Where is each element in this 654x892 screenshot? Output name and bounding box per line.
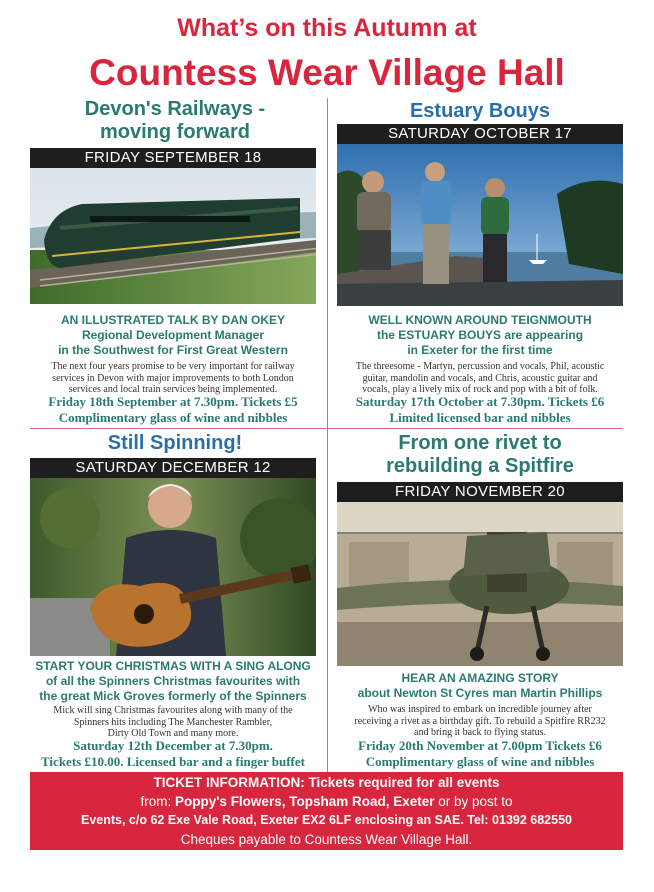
railways-when-line1: Friday 18th September at 7.30pm. Tickets £5 xyxy=(48,394,298,409)
railways-desc-line1: The next four years promise to be very important for railway xyxy=(51,361,295,372)
poster-title-line1: What’s on this Autumn at xyxy=(177,14,477,42)
spitfire-desc-line2: receiving a rivet as a birthday gift. To rebuild a Spitfire RR232 xyxy=(354,715,606,727)
estuary-title: Estuary Bouys xyxy=(409,100,551,122)
railways-date-bar: FRIDAY SEPTEMBER 18 xyxy=(30,148,316,168)
spinning-subtitle-line2: of all the Spinners Christmas favourites with xyxy=(45,674,301,688)
spitfire-title-line2: rebuilding a Spitfire xyxy=(386,455,574,477)
estuary-subtitle-line1: WELL KNOWN AROUND TEIGNMOUTH xyxy=(368,313,592,327)
spinning-when-line1: Saturday 12th December at 7.30pm. xyxy=(73,738,273,753)
ticket-cheques-note: Cheques payable to Countess Wear Village Hall. xyxy=(180,832,473,847)
train-image xyxy=(30,168,316,304)
spitfire-description xyxy=(333,704,627,739)
spitfire-title xyxy=(337,432,623,478)
railways-subtitle-line2: Regional Development Manager xyxy=(81,328,265,342)
spinning-description xyxy=(26,705,320,740)
railways-subtitle-line1: AN ILLUSTRATED TALK BY DAN OKEY xyxy=(61,313,285,327)
spitfire-subtitle-line2: about Newton St Cyres man Martin Phillips xyxy=(357,686,603,700)
ticket-info-box xyxy=(30,772,623,850)
estuary-desc-line3: vocals, play a lively mix of rock and pop with a bit of folk. xyxy=(362,384,598,395)
estuary-description xyxy=(333,361,627,396)
spinning-desc-line3: Dirty Old Town and many more. xyxy=(107,728,239,739)
spinning-subtitle-line1: START YOUR CHRISTMAS WITH A SING ALONG xyxy=(35,659,311,673)
spitfire-when-line1: Friday 20th November at 7.00pm Tickets £6 xyxy=(358,738,602,753)
estuary-desc-line2: guitar, mandolin and vocals, and Chris, acoustic guitar and xyxy=(362,372,598,384)
spinning-details xyxy=(26,738,320,770)
ticket-info-heading: TICKET INFORMATION: Tickets required for all events xyxy=(153,775,500,790)
spinning-when-line2: Tickets £10.00. Licensed bar and a finger buffet xyxy=(41,754,305,769)
estuary-subtitle-line3: in Exeter for the first time xyxy=(407,343,553,357)
railways-subtitle xyxy=(30,313,316,358)
spinning-date-bar: SATURDAY DECEMBER 12 xyxy=(30,458,316,478)
spinning-subtitle xyxy=(30,659,316,704)
spinning-photo xyxy=(30,478,316,656)
railways-desc-line3: services and local train services being implemented. xyxy=(68,384,278,395)
spitfire-date-bar: FRIDAY NOVEMBER 20 xyxy=(337,482,623,502)
estuary-subtitle-line2: the ESTUARY BOUYS are appearing xyxy=(376,328,584,342)
spinning-desc-line1: Mick will sing Christmas favourites along with many of the xyxy=(53,705,293,716)
vertical-divider xyxy=(327,98,328,772)
guitarist-image xyxy=(30,478,316,656)
horizontal-divider xyxy=(30,428,623,429)
poster-title-line2: Countess Wear Village Hall xyxy=(89,52,565,93)
spitfire-photo xyxy=(337,502,623,666)
estuary-when-line1: Saturday 17th October at 7.30pm. Tickets £6 xyxy=(355,394,605,409)
railways-when-line2: Complimentary glass of wine and nibbles xyxy=(58,410,288,425)
ticket-postal-address: Events, c/o 62 Exe Vale Road, Exeter EX2 6LF enclosing an SAE. Tel: 01392 682550 xyxy=(81,813,572,827)
railways-photo xyxy=(30,168,316,304)
ticket-post-label: or by post to xyxy=(434,794,513,809)
spinning-title: Still Spinning! xyxy=(107,432,243,454)
estuary-subtitle xyxy=(337,313,623,358)
ticket-outlet: Poppy's Flowers, Topsham Road, Exeter xyxy=(174,794,435,809)
railways-subtitle-line3: in the Southwest for First Great Western xyxy=(58,343,288,357)
ticket-from-label: from: xyxy=(140,794,175,809)
spitfire-subtitle xyxy=(337,671,623,701)
ticket-info-sources xyxy=(30,792,623,811)
railways-title-line1: Devon's Railways - xyxy=(84,98,266,120)
railways-details xyxy=(26,394,320,426)
spinning-desc-line2: Spinners hits including The Manchester Rambler, xyxy=(73,716,273,728)
estuary-photo xyxy=(337,144,623,306)
band-image xyxy=(337,144,623,306)
spitfire-title-line1: From one rivet to xyxy=(398,432,562,454)
spitfire-subtitle-line1: HEAR AN AMAZING STORY xyxy=(401,671,559,685)
railways-desc-line2: services in Devon with major improvements to both London xyxy=(52,372,294,384)
spitfire-image xyxy=(337,502,623,666)
spitfire-details xyxy=(333,738,627,770)
estuary-desc-line1: The threesome - Martyn, percussion and vocals, Phil, acoustic xyxy=(355,361,605,372)
spinning-subtitle-line3: the great Mick Groves formerly of the Spinners xyxy=(39,689,307,703)
estuary-details xyxy=(333,394,627,426)
spitfire-desc-line1: Who was inspired to embark on incredible journey after xyxy=(368,704,592,715)
spitfire-desc-line3: and bring it back to flying status. xyxy=(414,727,546,738)
estuary-date-bar: SATURDAY OCTOBER 17 xyxy=(337,124,623,144)
railways-description xyxy=(26,361,320,396)
railways-title xyxy=(30,98,320,144)
spitfire-when-line2: Complimentary glass of wine and nibbles xyxy=(365,754,595,769)
estuary-when-line2: Limited licensed bar and nibbles xyxy=(389,410,571,425)
railways-title-line2: moving forward xyxy=(99,121,250,143)
